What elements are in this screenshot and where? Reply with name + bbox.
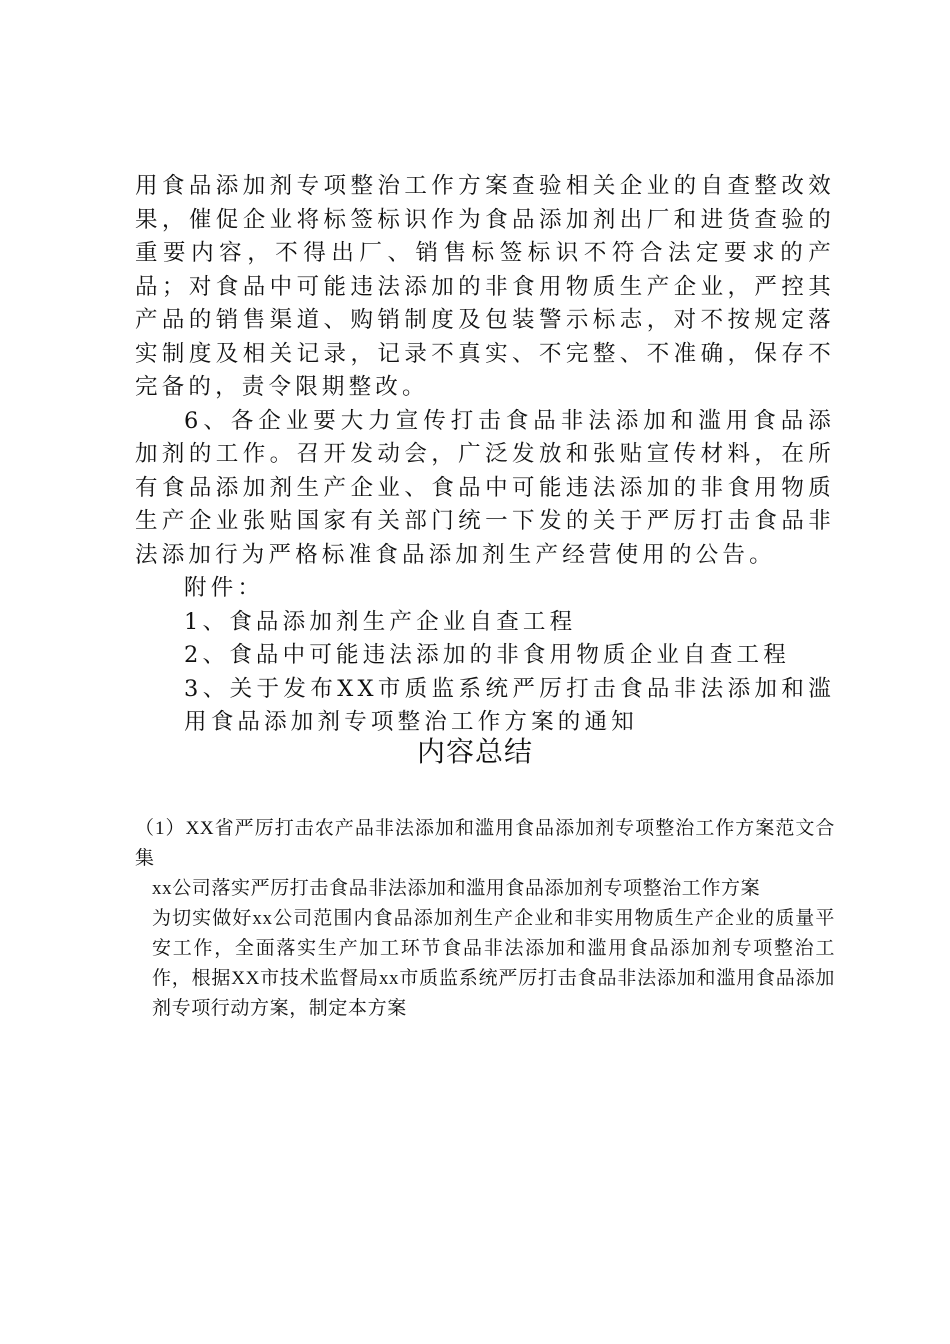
body-paragraph-2: 6、各企业要大力宣传打击食品非法添加和滥用食品添加剂的工作。召开发动会，广泛发放和张贴宣传材料，在所有食品添加剂生产企业、食品中可能违法添加的非食用物质生产企业张贴国家有关部门统一下发的关于严厉打击食品非法添加行为严格标准食品添加剂生产经营使用的公告。 xyxy=(135,407,835,568)
attachment-item-2: 2、食品中可能违法添加的非食用物质企业自查工程 xyxy=(184,642,790,668)
summary-title: 内容总结 xyxy=(416,737,533,768)
summary-line-2: xx公司落实严厉打击食品非法添加和滥用食品添加剂专项整治工作方案 xyxy=(152,878,761,899)
attachment-item-1: 1、食品添加剂生产企业自查工程 xyxy=(184,608,577,635)
summary-line-3: 为切实做好xx公司范围内食品添加剂生产企业和非实用物质生产企业的质量平安工作，全面落实生产加工环节食品非法添加和滥用食品添加剂专项整治工作，根据XX市技术监督局xx市质监系统严厉打击食品非法添加和滥用食品添加剂专项行动方案，制定本方案 xyxy=(152,908,835,1019)
body-paragraph-1: 用食品添加剂专项整治工作方案查验相关企业的自查整改效果，催促企业将标签标识作为食品添加剂出厂和进货查验的重要内容，不得出厂、销售标签标识不符合法定要求的产品；对食品中可能违法添加的非食用物质生产企业，严控其产品的销售渠道、购销制度及包装警示标志，对不按规定落实制度及相关记录，记录不真实、不完整、不准确，保存不完备的，责令限期整改。 xyxy=(135,173,835,400)
summary-line-1: （1）XX省严厉打击农产品非法添加和滥用食品添加剂专项整治工作方案范文合集 xyxy=(135,818,835,869)
document-body xyxy=(135,170,835,740)
attachments-label: 附件： xyxy=(184,575,265,601)
attachment-item-3: 3、关于发布XX市质监系统严厉打击食品非法添加和滥用食品添加剂专项整治工作方案的通知 xyxy=(184,675,835,735)
summary-section xyxy=(135,814,835,1024)
